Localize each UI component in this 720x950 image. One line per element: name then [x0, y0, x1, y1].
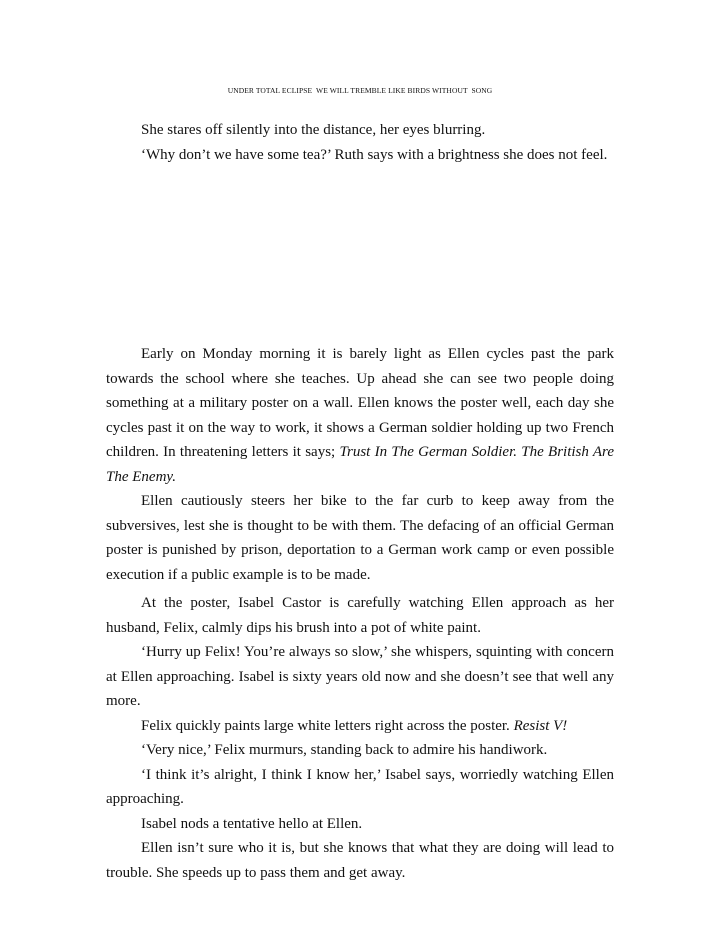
- paragraph-text: Felix quickly paints large white letters right across the poster.: [141, 717, 514, 734]
- paragraph: [106, 342, 614, 489]
- text-section-2: [106, 342, 614, 587]
- paragraph: ‘Why don’t we have some tea?’ Ruth says with a brightness she does not feel.: [141, 146, 608, 163]
- paragraph: Ellen cautiously steers her bike to the far curb to keep away from the subversives, lest she is thought to be with them. The defacing of an official German poster is punished by prison, deportation to a German work camp or even possible execution if a public example is to be made.: [106, 493, 614, 583]
- poster-slogan: Trust In The German Soldier. The British Are The Enemy.: [106, 444, 614, 485]
- text-section-1: [106, 118, 614, 167]
- paragraph: Isabel nods a tentative hello at Ellen.: [141, 815, 363, 832]
- paragraph: [106, 714, 614, 739]
- paragraph: Ellen isn’t sure who it is, but she knows that what they are doing will lead to trouble. She speeds up to pass them and get away.: [106, 840, 614, 881]
- painted-slogan: Resist V!: [513, 717, 568, 734]
- text-section-3: [106, 591, 614, 885]
- paragraph: ‘Hurry up Felix! You’re always so slow,’ she whispers, squinting with concern at Ellen approaching. Isabel is sixty years old now and she doesn’t see that well any more.: [106, 644, 614, 709]
- running-header: UNDER TOTAL ECLIPSE WE WILL TREMBLE LIKE BIRDS WITHOUT SONG: [227, 86, 493, 95]
- paragraph: At the poster, Isabel Castor is carefully watching Ellen approach as her husband, Felix, calmly dips his brush into a pot of white paint.: [106, 595, 614, 636]
- paragraph: ‘I think it’s alright, I think I know her,’ Isabel says, worriedly watching Ellen approaching.: [106, 766, 614, 807]
- paragraph: She stares off silently into the distance, her eyes blurring.: [141, 122, 486, 138]
- paragraph: ‘Very nice,’ Felix murmurs, standing back to admire his handiwork.: [141, 742, 548, 758]
- paragraph-text: Early on Monday morning it is barely light as Ellen cycles past the park towards the school where she teaches. Up ahead she can see two people doing something at a military poster on a wall. Ellen knows the poster well, each day she cycles past it on the way to work, it shows a German soldier holding up two French children. In threatening letters it says;: [106, 346, 614, 460]
